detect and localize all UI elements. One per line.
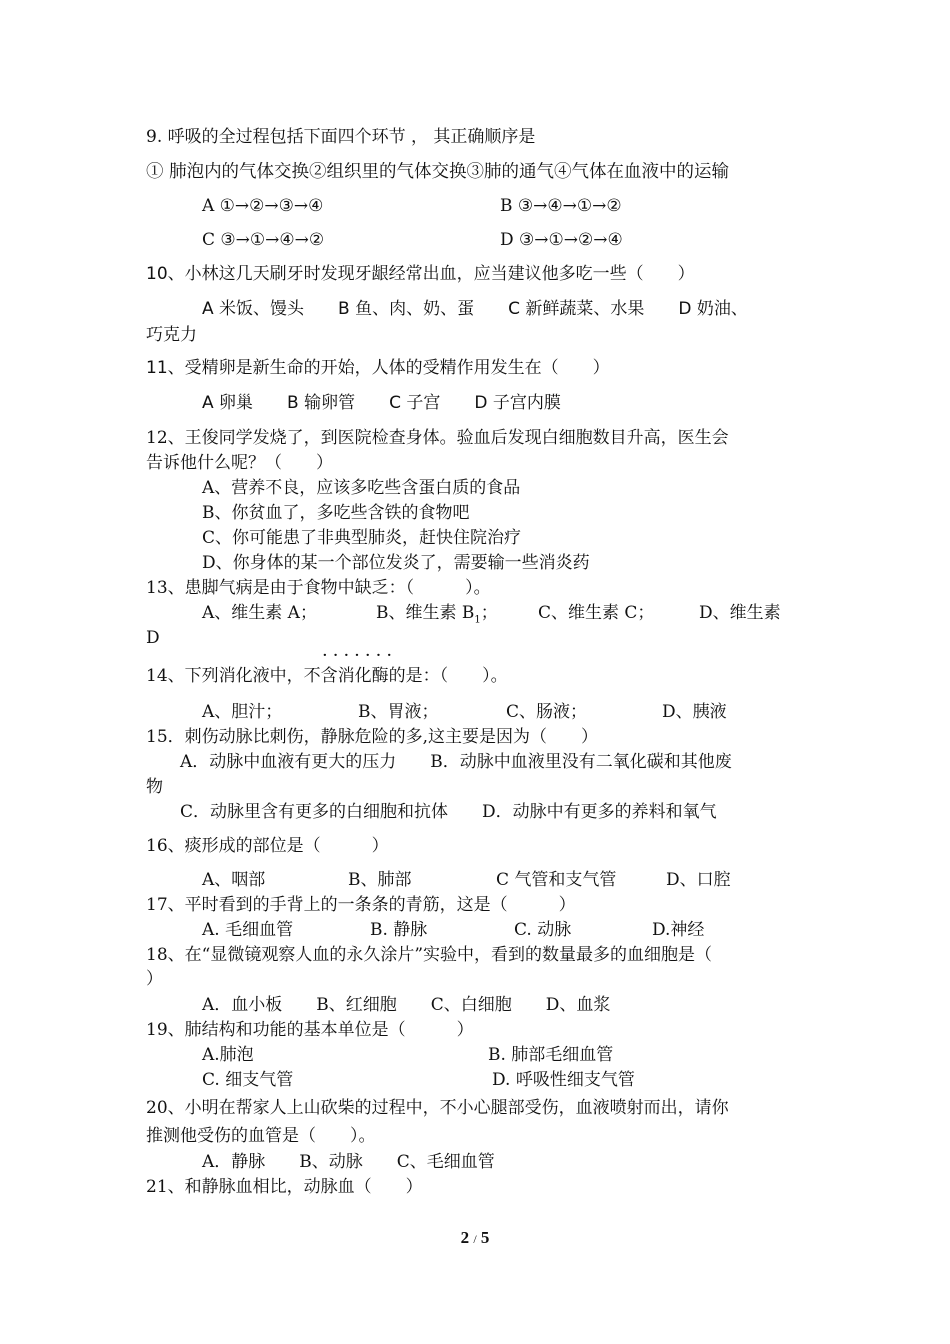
q13-option-d: D、维生素: [699, 603, 781, 623]
q16-option-a: A、咽部: [202, 870, 266, 890]
q19-option-c: C. 细支气管: [202, 1070, 294, 1090]
q21-stem: 21、和静脉血相比，动脉血（ ）: [146, 1177, 423, 1197]
q9-stem: 9. 呼吸的全过程包括下面四个环节 ， 其正确顺序是: [146, 127, 536, 147]
q12-stem: 12、王俊同学发烧了，到医院检查身体。验血后发现白细胞数目升高，医生会: [146, 428, 729, 448]
q13-option-a: A、维生素 A；: [202, 603, 317, 623]
page-current: 2: [460, 1228, 470, 1247]
q19-option-a: A.肺泡: [202, 1045, 254, 1065]
q9-stem-2: ① 肺泡内的气体交换②组织里的气体交换③肺的通气④气体在血液中的运输: [146, 162, 730, 182]
q15-options-ab: A．动脉中血液有更大的压力 B．动脉中血液里没有二氧化碳和其他废: [180, 752, 732, 772]
q13-option-b-subscript: 1: [474, 614, 481, 626]
q15-options-cd: C．动脉里含有更多的白细胞和抗体 D．动脉中有更多的养料和氧气: [180, 802, 717, 822]
q19-option-b: B. 肺部毛细血管: [488, 1045, 614, 1065]
q13-option-b-text: B、维生素 B: [376, 603, 475, 623]
q17-option-d: D.神经: [652, 920, 705, 940]
q12-option-c: C、你可能患了非典型肺炎，赶快住院治疗: [202, 528, 522, 548]
q12-option-a: A、营养不良，应该多吃些含蛋白质的食品: [202, 478, 521, 498]
q13-option-d-wrap: D: [146, 628, 160, 648]
q14-option-a: A、胆汁；: [202, 702, 283, 722]
q11-stem: 11、受精卵是新生命的开始，人体的受精作用发生在（ ）: [146, 358, 610, 378]
q20-stem: 20、小明在帮家人上山砍柴的过程中，不小心腿部受伤，血液喷射而出，请你: [146, 1098, 729, 1118]
q14-option-b: B、胃液；: [358, 702, 439, 722]
q13-option-b-end: ；: [480, 603, 498, 623]
q20-options: A．静脉 B、动脉 C、毛细血管: [202, 1152, 495, 1172]
q16-stem: 16、痰形成的部位是（ ）: [146, 836, 389, 856]
q14-stem: 14、下列消化液中，不含消化酶的是：（ ）。: [146, 666, 508, 686]
q9-option-d: D ③→①→②→④: [500, 230, 623, 250]
page-number: [0, 1228, 950, 1248]
q17-option-a: A. 毛细血管: [202, 920, 294, 940]
q16-option-d: D、口腔: [666, 870, 731, 890]
q16-option-b: B、肺部: [348, 870, 412, 890]
q9-option-a: A ①→②→③→④: [202, 196, 324, 216]
q13-option-b: [376, 601, 498, 632]
q13-option-c: C、维生素 C；: [538, 603, 655, 623]
q17-stem: 17、平时看到的手背上的一条条的青筋，这是（ ）: [146, 895, 576, 915]
q12-option-b: B、你贫血了，多吃些含铁的食物吧: [202, 503, 470, 523]
q10-options: A 米饭、馒头 B 鱼、肉、奶、蛋 C 新鲜蔬菜、水果 D 奶油、: [202, 299, 748, 319]
q12-stem-2: 告诉他什么呢？（ ）: [146, 453, 333, 473]
page-total: 5: [480, 1228, 490, 1247]
q10-options-wrap: 巧克力: [146, 325, 197, 345]
q14-option-c: C、肠液；: [506, 702, 588, 722]
q12-option-d: D、你身体的某一个部位发炎了，需要输一些消炎药: [202, 553, 590, 573]
q15-stem: 15．刺伤动脉比刺伤，静脉危险的多,这主要是因为（ ）: [146, 727, 599, 747]
page-separator: /: [473, 1232, 477, 1246]
q19-stem: 19、肺结构和功能的基本单位是（ ）: [146, 1020, 474, 1040]
q9-option-b: B ③→④→①→②: [500, 196, 622, 216]
q19-option-d: D. 呼吸性细支气管: [492, 1070, 635, 1090]
q11-options: A 卵巢 B 输卵管 C 子宫 D 子宫内膜: [202, 393, 561, 413]
q18-options: A．血小板 B、红细胞 C、白细胞 D、血浆: [202, 995, 611, 1015]
q10-stem: 10、小林这几天刷牙时发现牙龈经常出血，应当建议他多吃一些（ ）: [146, 264, 695, 284]
q15-options-ab-wrap: 物: [146, 777, 163, 797]
q16-option-c: C 气管和支气管: [496, 870, 617, 890]
q14-emphasis-dots: ·······: [322, 645, 398, 666]
q9-option-c: C ③→①→④→②: [202, 230, 325, 250]
q18-stem: 18、在“显微镜观察人血的永久涂片”实验中，看到的数量最多的血细胞是（: [146, 945, 713, 965]
q14-option-d: D、胰液: [662, 702, 727, 722]
q13-stem: 13、患脚气病是由于食物中缺乏：（ ）。: [146, 578, 491, 598]
q20-stem-2: 推测他受伤的血管是（ ）。: [146, 1126, 376, 1146]
q17-option-c: C. 动脉: [514, 920, 572, 940]
q17-option-b: B. 静脉: [370, 920, 428, 940]
q18-stem-2: ）: [146, 969, 163, 989]
